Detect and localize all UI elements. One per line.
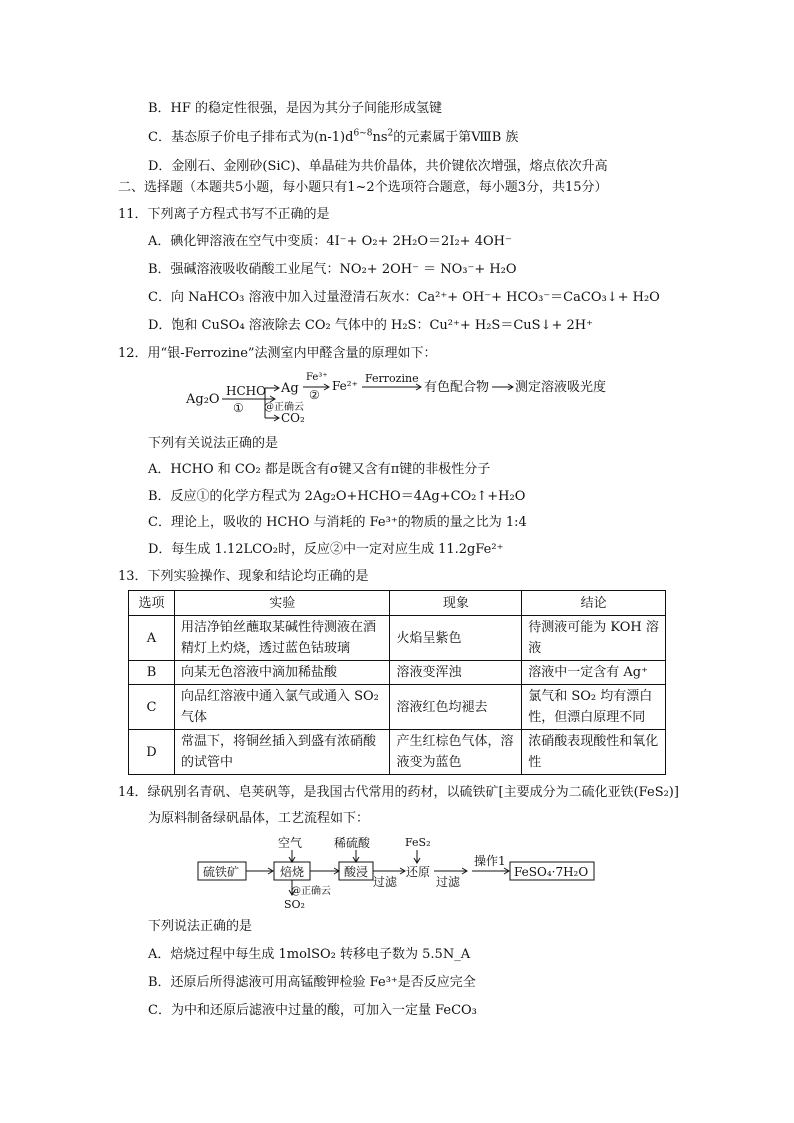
q14-stem-line1: 14．绿矾别名青矾、皂荚矾等，是我国古代常用的药材，以硫铁矿[主要成分为二硫化亚铁(FeS₂)] — [118, 785, 679, 800]
q14-option-a: A．焙烧过程中每生成 1molSO₂ 转移电子数为 5.5N_A — [148, 947, 471, 962]
q12-option-a: A．HCHO 和 CO₂ 都是既含有σ键又含有π键的非极性分子 — [148, 462, 491, 477]
flow-filter2: 过滤 — [436, 875, 461, 889]
q12-sub: 下列有关说法正确的是 — [148, 436, 279, 451]
q13-table — [128, 590, 666, 775]
flow-fe2: Fe²⁺ — [332, 379, 358, 393]
flow-so2: SO₂ — [284, 898, 305, 911]
table-cell: D — [129, 730, 175, 775]
table-row — [129, 616, 666, 661]
flow-step1: ① — [233, 401, 244, 415]
table-cell: 火焰呈紫色 — [390, 616, 522, 661]
q14-option-b: B．还原后所得滤液可用高锰酸钾检验 Fe³⁺是否反应完全 — [148, 975, 476, 990]
table-header: 选项 — [129, 591, 175, 616]
flow-step2: ② — [309, 388, 320, 402]
flow-product: FeSO₄·7H₂O — [514, 865, 589, 879]
table-row — [129, 661, 666, 685]
flow-filter1: 过滤 — [373, 875, 398, 889]
q11-option-c: C．向 NaHCO₃ 溶液中加入过量澄清石灰水：Ca²⁺+ OH⁻+ HCO₃⁻＝CaCO₃↓+ H₂O — [148, 290, 660, 305]
table-cell: 待测液可能为 KOH 溶液 — [522, 616, 666, 661]
table-cell: 浓硝酸表现酸性和氧化性 — [522, 730, 666, 775]
flow-hcho: HCHO — [226, 384, 266, 398]
table-cell: 向某无色溶液中滴加稀盐酸 — [174, 661, 390, 685]
table-row — [129, 685, 666, 730]
watermark: @正确云 — [291, 886, 331, 897]
q12-option-b: B．反应①的化学方程式为 2Ag₂O+HCHO＝4Ag+CO₂↑+H₂O — [148, 489, 526, 504]
table-header: 实验 — [174, 591, 390, 616]
q12-stem: 12．用“银-Ferrozine”法测室内甲醛含量的原理如下： — [118, 346, 437, 361]
q12-reaction-flow — [180, 366, 620, 424]
table-cell: A — [129, 616, 175, 661]
table-cell: 用洁净铂丝蘸取某碱性待测液在酒精灯上灼烧，透过蓝色钴玻璃 — [174, 616, 390, 661]
watermark: @正确云 — [264, 402, 304, 413]
flow-ag2o: Ag₂O — [186, 392, 220, 407]
table-cell: 常温下，将铜丝插入到盛有浓硝酸的试管中 — [174, 730, 390, 775]
q11-stem: 11．下列离子方程式书写不正确的是 — [118, 207, 330, 222]
table-cell: 氯气和 SO₂ 均有漂白性，但漂白原理不同 — [522, 685, 666, 730]
table-cell: B — [129, 661, 175, 685]
q10-option-d: D．金刚石、金刚砂(SiC)、单晶硅为共价晶体，共价键依次增强，熔点依次升高 — [148, 159, 608, 174]
table-row — [129, 730, 666, 775]
q14-process-flow — [192, 832, 612, 912]
table-cell: 向品红溶液中通入氯气或通入 SO₂ 气体 — [174, 685, 390, 730]
q12-option-c: C．理论上，吸收的 HCHO 与消耗的 Fe³⁺的物质的量之比为 1:4 — [148, 515, 527, 530]
table-cell: 产生红棕色气体，溶液变为蓝色 — [390, 730, 522, 775]
section-heading: 二、选择题（本题共5小题，每小题只有1~2个选项符合题意，每小题3分，共15分） — [118, 180, 608, 195]
flow-fes2: FeS₂ — [405, 836, 431, 849]
q10-option-b: B．HF 的稳定性很强，是因为其分子间能形成氢键 — [148, 101, 443, 116]
q14-stem-line2: 为原料制备绿矾晶体，工艺流程如下： — [148, 811, 370, 826]
q14-sub: 下列说法正确的是 — [148, 919, 253, 934]
flow-ag: Ag — [281, 381, 299, 396]
table-cell: 溶液中一定含有 Ag⁺ — [522, 661, 666, 685]
flow-op1: 操作1 — [474, 854, 506, 868]
table-header: 现象 — [390, 591, 522, 616]
flow-air: 空气 — [278, 836, 303, 850]
q11-option-a: A．碘化钾溶液在空气中变质：4I⁻+ O₂+ 2H₂O＝2I₂+ 4OH⁻ — [148, 234, 512, 249]
q13-stem: 13．下列实验操作、现象和结论均正确的是 — [118, 569, 369, 584]
flow-acid: 稀硫酸 — [334, 836, 371, 850]
flow-roast: 焙烧 — [280, 865, 305, 879]
flow-measure: 测定溶液吸光度 — [515, 380, 607, 395]
flow-ferrozine: Ferrozine — [365, 372, 419, 385]
q11-option-d: D．饱和 CuSO₄ 溶液除去 CO₂ 气体中的 H₂S：Cu²⁺+ H₂S＝CuS↓+ 2H⁺ — [148, 318, 593, 333]
q14-option-c: C．为中和还原后滤液中过量的酸，可加入一定量 FeCO₃ — [148, 1003, 477, 1018]
flow-leach: 酸浸 — [344, 865, 369, 879]
flow-complex: 有色配合物 — [424, 380, 490, 395]
table-header: 结论 — [522, 591, 666, 616]
q11-option-b: B．强碱溶液吸收硝酸工业尾气：NO₂+ 2OH⁻ ＝ NO₃⁻+ H₂O — [148, 262, 517, 277]
flow-fe3: Fe³⁺ — [306, 372, 328, 383]
q10-option-c: C．基态原子价电子排布式为$(n-1)d^{6\sim 8}ns^2$的元素属于第ⅧB 族 — [148, 128, 519, 145]
table-cell: C — [129, 685, 175, 730]
table-cell: 溶液变浑浊 — [390, 661, 522, 685]
flow-reduce: 还原 — [406, 865, 431, 879]
flow-co2: CO₂ — [281, 411, 305, 424]
q12-option-d: D．每生成 1.12LCO₂时，反应②中一定对应生成 11.2gFe²⁺ — [148, 542, 504, 557]
table-cell: 溶液红色均褪去 — [390, 685, 522, 730]
table-header-row — [129, 591, 666, 616]
flow-ore: 硫铁矿 — [203, 865, 240, 879]
